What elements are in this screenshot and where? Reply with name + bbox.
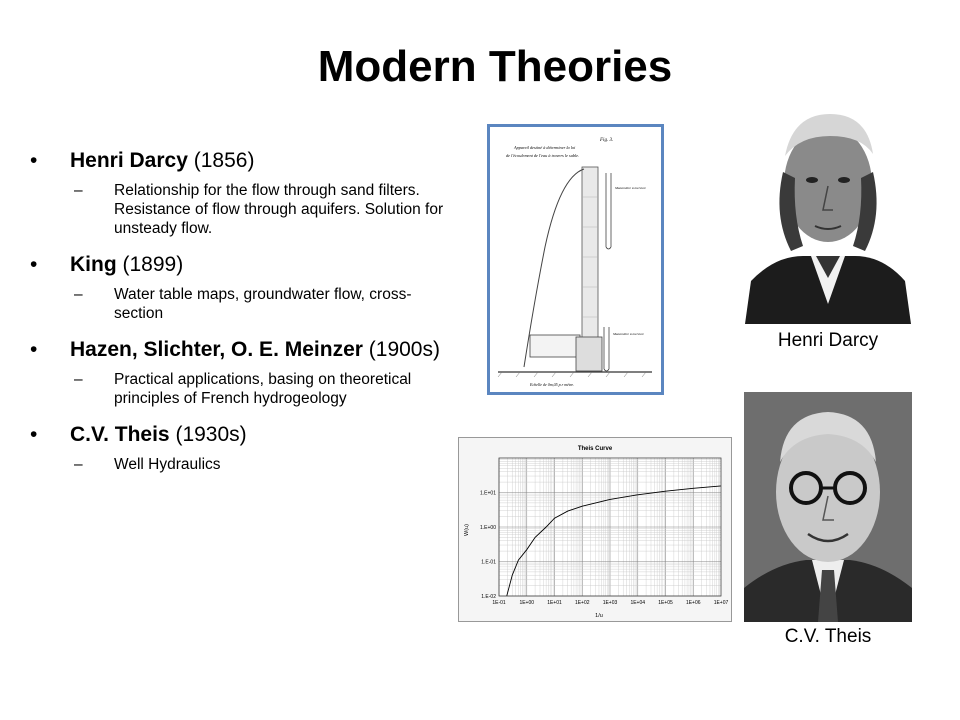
sub-bullet-hazen xyxy=(30,370,460,408)
x-tick-label: 1E+03 xyxy=(602,600,618,606)
theis-curve-chart xyxy=(458,437,732,622)
outflow-reservoir xyxy=(530,335,580,357)
bullet-name: Henri Darcy xyxy=(70,149,188,172)
left-eye xyxy=(806,177,818,183)
bullet-name: Hazen, Slichter, O. E. Meinzer xyxy=(70,338,363,361)
x-tick-label: 1E+02 xyxy=(574,600,590,606)
sub-bullet-dash: – xyxy=(74,182,83,199)
chart-grid xyxy=(499,458,721,596)
lower-manometer xyxy=(604,327,609,371)
bullet-years: (1899) xyxy=(122,253,184,276)
figure-label: Fig. 3. xyxy=(600,138,614,143)
upper-manometer xyxy=(606,173,611,249)
bullet-name: King xyxy=(70,253,117,276)
bullet-dot: • xyxy=(30,149,38,172)
y-tick-label: 1.E-02 xyxy=(481,594,496,600)
sub-bullet-dash: – xyxy=(74,456,83,473)
apparatus-drawing xyxy=(490,127,661,392)
sub-bullet-king xyxy=(30,285,460,323)
filter-column xyxy=(582,167,598,342)
x-tick-label: 1E+04 xyxy=(630,600,646,606)
bullet-hazen xyxy=(30,337,460,362)
bullet-theis xyxy=(30,422,460,447)
sub-bullet-text: Well Hydraulics xyxy=(114,456,221,473)
chart-svg xyxy=(459,438,731,621)
ground-hatching xyxy=(498,372,646,377)
right-eye xyxy=(838,177,850,183)
bullet-list xyxy=(30,148,460,488)
darcy-apparatus-figure xyxy=(487,124,664,395)
portrait-drawing xyxy=(744,392,912,622)
slide-title: Modern Theories xyxy=(317,42,673,91)
bullet-name: C.V. Theis xyxy=(70,423,170,446)
bullet-years: (1900s) xyxy=(368,338,440,361)
sub-bullet-text: Water table maps, groundwater flow, cross-section xyxy=(114,286,412,322)
y-tick-label: 1.E+00 xyxy=(480,525,496,531)
x-axis-label: 1/u xyxy=(595,613,603,619)
upper-manometer-label: Manomètre à mercure xyxy=(615,186,646,190)
sub-bullet-text: Relationship for the flow through sand filters. Resistance of flow through aquifers. Solution for unsteady flow. xyxy=(114,182,444,237)
darcy-caption: Henri Darcy xyxy=(777,330,879,351)
lower-manometer-label: Manomètre à mercure xyxy=(613,332,644,336)
henri-darcy-portrait xyxy=(745,106,911,324)
bullet-king xyxy=(30,252,460,277)
sub-bullet-theis xyxy=(30,455,460,474)
y-tick-label: 1.E+01 xyxy=(480,490,496,497)
figure-caption-line-2: de l'écoulement de l'eau à travers le sable. xyxy=(506,153,580,158)
x-tick-label: 1E+07 xyxy=(713,600,729,606)
sub-bullet-dash: – xyxy=(74,371,83,388)
sub-bullet-darcy xyxy=(30,181,460,238)
bullet-darcy xyxy=(30,148,460,173)
x-tick-label: 1E+01 xyxy=(547,600,562,606)
y-axis-label: W(u) xyxy=(464,524,470,536)
sub-bullet-dash: – xyxy=(74,286,83,303)
bullet-dot: • xyxy=(30,338,38,361)
portrait-drawing xyxy=(745,106,911,324)
x-tick-label: 1E+00 xyxy=(519,600,535,606)
x-tick-label: 1E+06 xyxy=(685,600,701,606)
sub-bullet-text: Practical applications, basing on theoretical principles of French hydrogeology xyxy=(114,371,412,407)
chart-title: Theis Curve xyxy=(577,446,613,452)
figure-caption-line-1: Appareil destiné à déterminer la loi xyxy=(514,145,576,150)
bullet-dot: • xyxy=(30,253,38,276)
x-tick-label: 1E+05 xyxy=(658,600,673,606)
y-tick-label: 1.E-01 xyxy=(481,559,496,566)
scale-text: Echelle de 0m,05 p.r mètre. xyxy=(530,382,575,387)
cv-theis-portrait xyxy=(744,392,912,622)
column-base xyxy=(576,337,602,371)
bullet-dot: • xyxy=(30,423,38,446)
bullet-years: (1856) xyxy=(193,149,255,172)
theis-caption: C.V. Theis xyxy=(784,626,872,647)
x-tick-label: 1E-01 xyxy=(492,600,506,606)
bullet-years: (1930s) xyxy=(175,423,247,446)
